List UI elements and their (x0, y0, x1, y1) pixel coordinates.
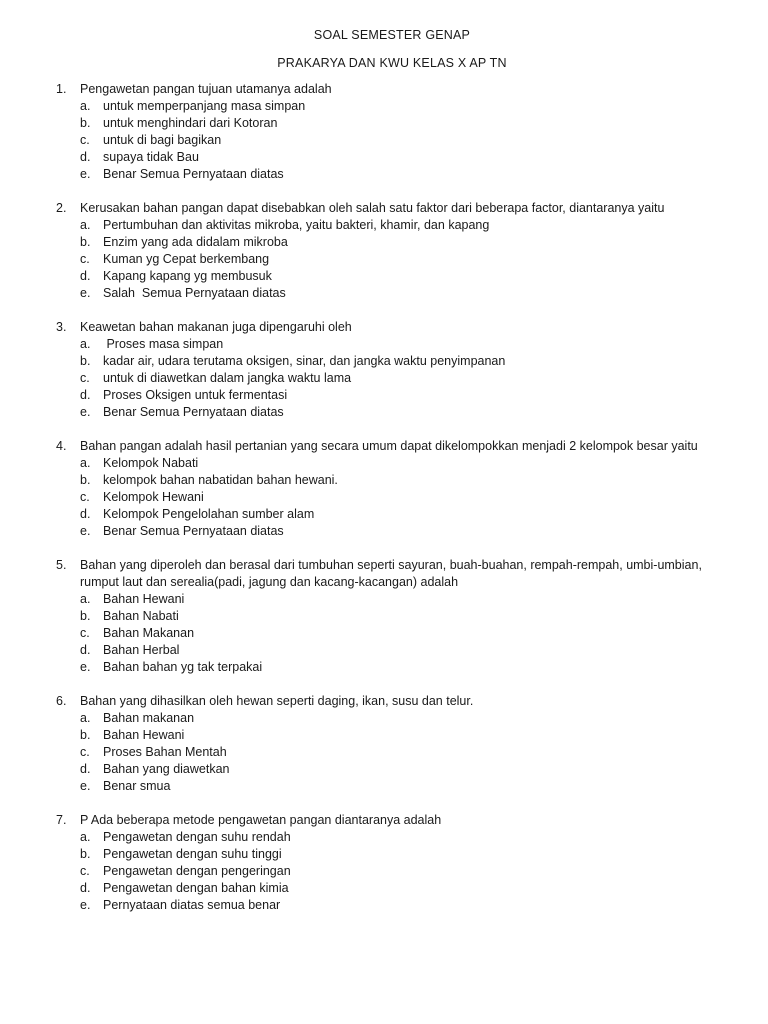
option-letter: a. (80, 592, 91, 606)
answer-option (80, 370, 728, 387)
answer-option (80, 489, 728, 506)
question-text: Keawetan bahan makanan juga dipengaruhi oleh (80, 320, 352, 334)
option-letter: e. (80, 898, 91, 912)
question-number: 4. (56, 439, 67, 453)
question-row (56, 557, 728, 591)
answer-option (80, 863, 728, 880)
question-item (56, 319, 728, 421)
question-item (56, 200, 728, 302)
question-number: 7. (56, 813, 67, 827)
exam-title: SOAL SEMESTER GENAP (313, 28, 471, 42)
option-text: Bahan bahan yg tak terpakai (103, 660, 263, 674)
option-text: Bahan Hewani (103, 728, 185, 742)
answer-option (80, 829, 728, 846)
question-number: 6. (56, 694, 67, 708)
exam-subtitle: PRAKARYA DAN KWU KELAS X AP TN (277, 56, 507, 70)
answer-option (80, 98, 728, 115)
answer-option (80, 727, 728, 744)
option-letter: a. (80, 830, 91, 844)
option-text: Bahan makanan (103, 711, 195, 725)
option-letter: e. (80, 286, 91, 300)
question-item (56, 812, 728, 914)
option-list (56, 98, 728, 183)
option-text: Bahan yang diawetkan (103, 762, 230, 776)
option-list (56, 217, 728, 302)
option-letter: b. (80, 354, 91, 368)
option-letter: d. (80, 881, 91, 895)
option-text: Pengawetan dengan pengeringan (103, 864, 291, 878)
option-text: Pertumbuhan dan aktivitas mikroba, yaitu bakteri, khamir, dan kapang (103, 218, 490, 232)
option-text: Kelompok Nabati (103, 456, 199, 470)
answer-option (80, 472, 728, 489)
answer-option (80, 761, 728, 778)
question-item (56, 557, 728, 676)
option-letter: b. (80, 473, 91, 487)
option-letter: d. (80, 643, 91, 657)
option-text: Proses Bahan Mentah (103, 745, 227, 759)
option-text: untuk menghindari dari Kotoran (103, 116, 278, 130)
question-text: Kerusakan bahan pangan dapat disebabkan oleh salah satu faktor dari beberapa factor, diantaranya yaitu (80, 201, 665, 215)
answer-option (80, 659, 728, 676)
option-text: Salah Semua Pernyataan diatas (103, 286, 286, 300)
option-letter: b. (80, 116, 91, 130)
answer-option (80, 710, 728, 727)
option-letter: d. (80, 762, 91, 776)
answer-option (80, 149, 728, 166)
option-letter: b. (80, 609, 91, 623)
answer-option (80, 744, 728, 761)
option-text: Proses Oksigen untuk fermentasi (103, 388, 288, 402)
option-list (56, 591, 728, 676)
answer-option (80, 591, 728, 608)
option-letter: a. (80, 218, 91, 232)
option-letter: a. (80, 711, 91, 725)
option-letter: c. (80, 371, 90, 385)
answer-option (80, 217, 728, 234)
option-text: untuk di diawetkan dalam jangka waktu lama (103, 371, 352, 385)
option-letter: d. (80, 388, 91, 402)
answer-option (80, 880, 728, 897)
option-text: Pernyataan diatas semua benar (103, 898, 281, 912)
question-number: 3. (56, 320, 67, 334)
option-text: Bahan Makanan (103, 626, 195, 640)
question-item (56, 81, 728, 183)
answer-option (80, 778, 728, 795)
question-item (56, 438, 728, 540)
answer-option (80, 608, 728, 625)
question-number: 5. (56, 558, 67, 572)
option-letter: a. (80, 99, 91, 113)
option-text: kelompok bahan nabatidan bahan hewani. (103, 473, 338, 487)
answer-option (80, 251, 728, 268)
answer-option (80, 387, 728, 404)
answer-option (80, 455, 728, 472)
option-text: Benar Semua Pernyataan diatas (103, 167, 284, 181)
option-letter: e. (80, 167, 91, 181)
option-text: untuk di bagi bagikan (103, 133, 222, 147)
option-letter: b. (80, 847, 91, 861)
question-row (56, 200, 728, 217)
option-letter: d. (80, 269, 91, 283)
question-text: Pengawetan pangan tujuan utamanya adalah (80, 82, 332, 96)
option-text: Kapang kapang yg membusuk (103, 269, 272, 283)
option-letter: a. (80, 456, 91, 470)
answer-option (80, 336, 728, 353)
option-text: Pengawetan dengan suhu rendah (103, 830, 291, 844)
question-row (56, 438, 728, 455)
option-text: Bahan Herbal (103, 643, 180, 657)
answer-option (80, 268, 728, 285)
option-letter: e. (80, 779, 91, 793)
answer-option (80, 846, 728, 863)
question-row (56, 812, 728, 829)
answer-option (80, 404, 728, 421)
option-letter: d. (80, 150, 91, 164)
question-number: 2. (56, 201, 67, 215)
answer-option (80, 132, 728, 149)
option-text: untuk memperpanjang masa simpan (103, 99, 306, 113)
answer-option (80, 234, 728, 251)
answer-option (80, 115, 728, 132)
option-text: Kuman yg Cepat berkembang (103, 252, 270, 266)
option-text: Kelompok Hewani (103, 490, 204, 504)
answer-option (80, 642, 728, 659)
question-row (56, 319, 728, 336)
answer-option (80, 897, 728, 914)
option-letter: b. (80, 235, 91, 249)
option-letter: c. (80, 133, 90, 147)
option-letter: c. (80, 745, 90, 759)
option-letter: c. (80, 252, 90, 266)
option-text: kadar air, udara terutama oksigen, sinar, dan jangka waktu penyimpanan (103, 354, 506, 368)
option-text: supaya tidak Bau (103, 150, 199, 164)
option-letter: c. (80, 490, 90, 504)
question-row (56, 693, 728, 710)
answer-option (80, 523, 728, 540)
answer-option (80, 353, 728, 370)
option-text: Benar Semua Pernyataan diatas (103, 405, 284, 419)
option-text: Pengawetan dengan suhu tinggi (103, 847, 282, 861)
option-letter: b. (80, 728, 91, 742)
question-text: Bahan yang dihasilkan oleh hewan seperti daging, ikan, susu dan telur. (80, 694, 474, 708)
question-row (56, 81, 728, 98)
option-letter: c. (80, 626, 90, 640)
option-text: Benar smua (103, 779, 171, 793)
answer-option (80, 285, 728, 302)
option-text: Pengawetan dengan bahan kimia (103, 881, 289, 895)
question-number: 1. (56, 82, 67, 96)
option-text: Benar Semua Pernyataan diatas (103, 524, 284, 538)
option-letter: e. (80, 660, 91, 674)
question-text: Bahan yang diperoleh dan berasal dari tumbuhan seperti sayuran, buah-buahan, rempah-rempah, umbi-umbian, rumput laut dan serealia(padi, jagung dan kacang-kacangan) adalah (80, 558, 702, 589)
option-letter: e. (80, 405, 91, 419)
option-text: Proses masa simpan (103, 337, 224, 351)
answer-option (80, 166, 728, 183)
option-list (56, 710, 728, 795)
option-letter: d. (80, 507, 91, 521)
option-list (56, 336, 728, 421)
option-text: Bahan Nabati (103, 609, 179, 623)
option-letter: a. (80, 337, 91, 351)
question-list (56, 81, 728, 914)
option-list (56, 829, 728, 914)
option-list (56, 455, 728, 540)
question-text: P Ada beberapa metode pengawetan pangan diantaranya adalah (80, 813, 442, 827)
option-text: Kelompok Pengelolahan sumber alam (103, 507, 315, 521)
question-text: Bahan pangan adalah hasil pertanian yang secara umum dapat dikelompokkan menjadi 2 kelompok besar yaitu (80, 439, 698, 453)
answer-option (80, 506, 728, 523)
option-text: Enzim yang ada didalam mikroba (103, 235, 288, 249)
answer-option (80, 625, 728, 642)
option-text: Bahan Hewani (103, 592, 185, 606)
question-item (56, 693, 728, 795)
option-letter: c. (80, 864, 90, 878)
option-letter: e. (80, 524, 91, 538)
